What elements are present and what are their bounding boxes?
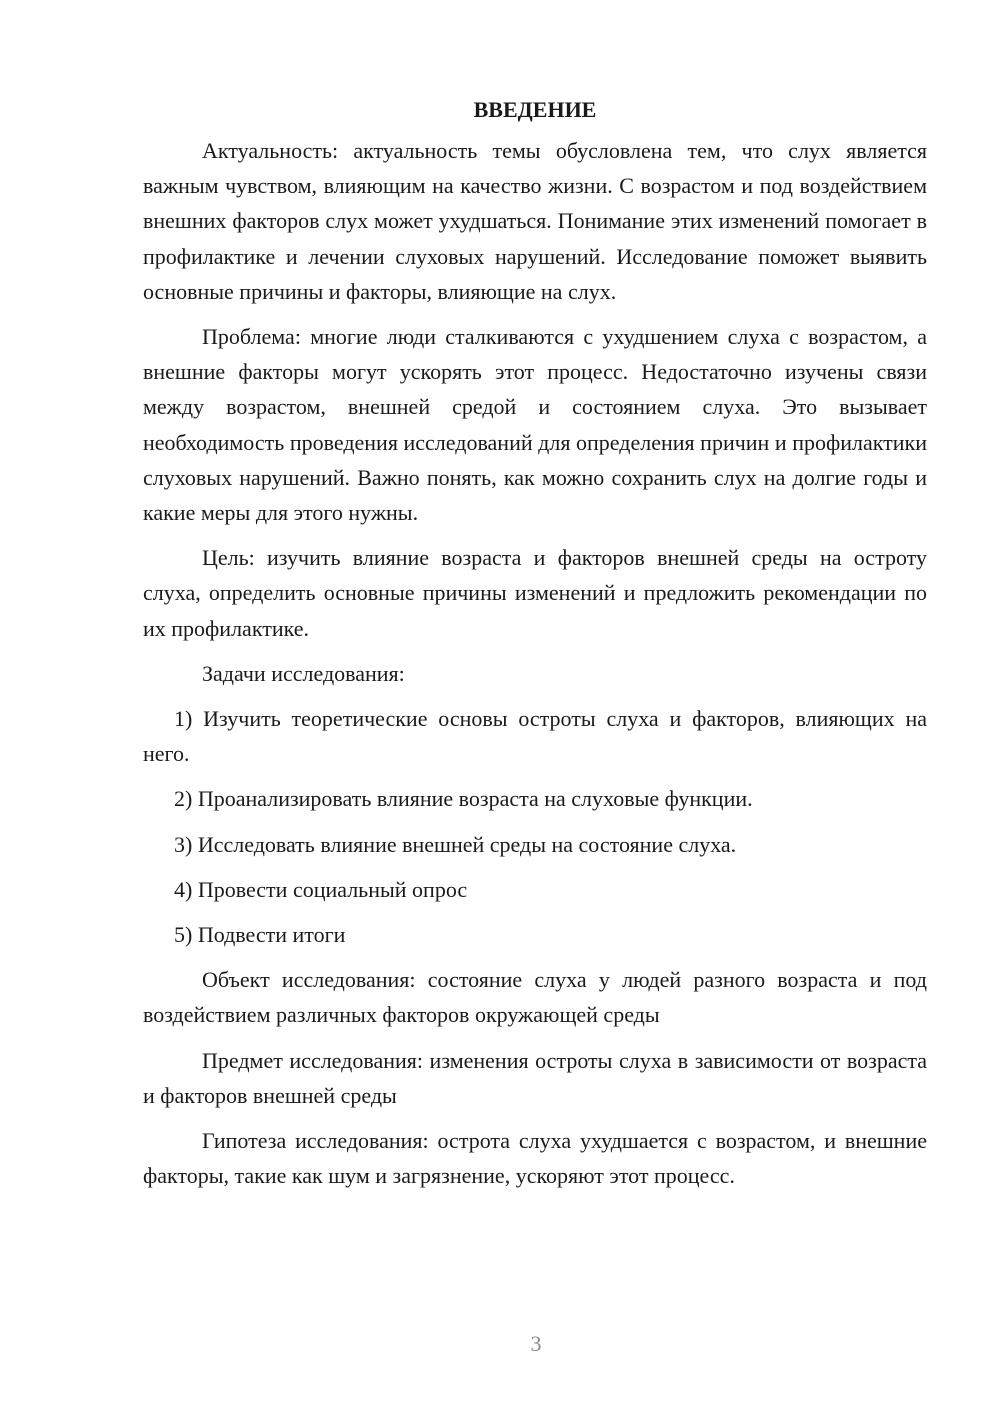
paragraph-relevance: Актуальность: актуальность темы обусловлена тем, что слух является важным чувством, влияющим на качество жизни. С возрастом и под воздействием внешних факторов слух может ухудшаться. Понимание этих изменений помогает в профилактике и лечении слуховых нарушений. Исследование поможет выявить основные причины и факторы, влияющие на слух. <box>143 138 927 304</box>
task-item-3: 3) Исследовать влияние внешней среды на состояние слуха. <box>174 831 737 857</box>
tasks-heading: Задачи исследования: <box>202 660 405 686</box>
task-item-2: 2) Проанализировать влияние возраста на слуховые функции. <box>174 786 753 812</box>
paragraph-object: Объект исследования: состояние слуха у людей разного возраста и под воздействием различных факторов окружающей среды <box>143 967 927 1028</box>
page-number: 3 <box>530 1331 542 1356</box>
task-item-1: 1) Изучить теоретические основы остроты слуха и факторов, влияющих на него. <box>143 706 927 767</box>
paragraph-subject: Предмет исследования: изменения остроты слуха в зависимости от возраста и факторов внешней среды <box>143 1047 927 1108</box>
task-item-4: 4) Провести социальный опрос <box>174 876 468 902</box>
paragraph-goal: Цель: изучить влияние возраста и факторов внешней среды на остроту слуха, определить основные причины изменений и предложить рекомендации по их профилактике. <box>143 545 927 641</box>
task-item-5: 5) Подвести итоги <box>174 922 346 948</box>
paragraph-problem: Проблема: многие люди сталкиваются с ухудшением слуха с возрастом, а внешние факторы могут ускорять этот процесс. Недостаточно изучены связи между возрастом, внешней средой и состоянием слуха. Это вызывает необходимость проведения исследований для определения причин и профилактики слуховых нарушений. Важно понять, как можно сохранить слух на долгие годы и какие меры для этого нужны. <box>143 324 927 526</box>
section-title: ВВЕДЕНИЕ <box>473 97 597 122</box>
page-content <box>143 92 927 1203</box>
paragraph-hypothesis: Гипотеза исследования: острота слуха ухудшается с возрастом, и внешние факторы, такие как шум и загрязнение, ускоряют этот процесс. <box>143 1128 927 1189</box>
